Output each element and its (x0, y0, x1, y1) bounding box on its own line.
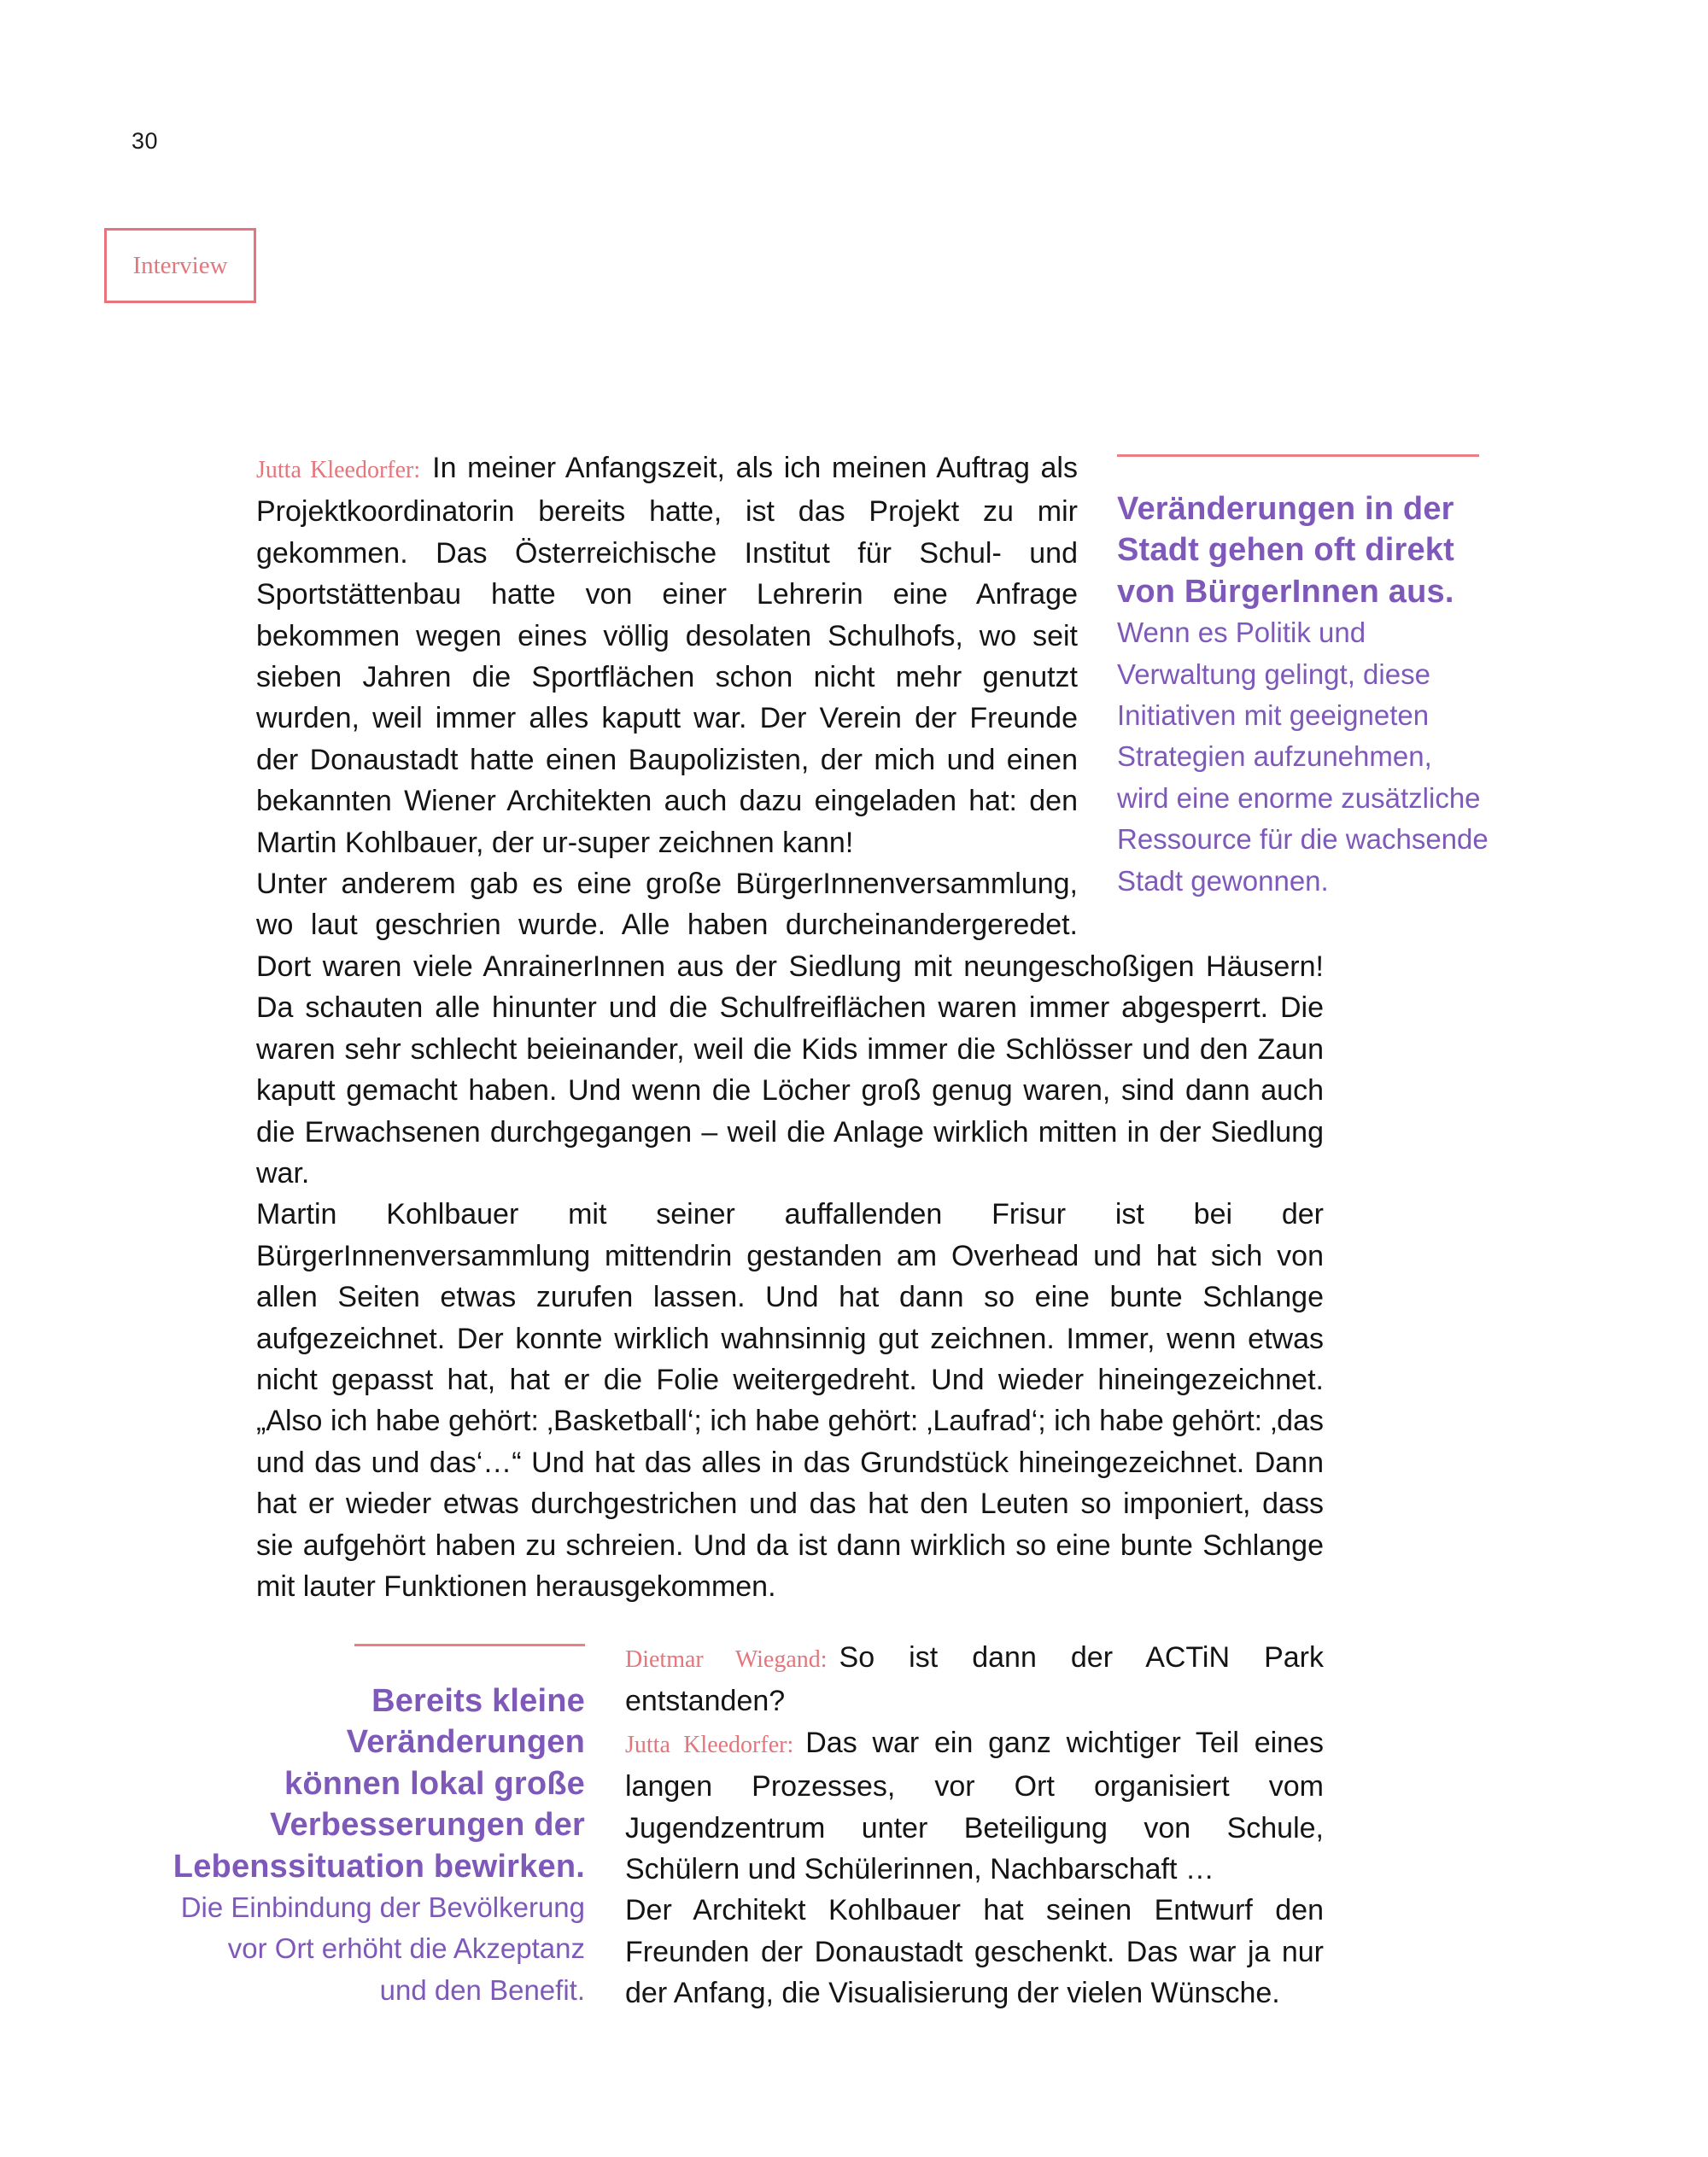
paragraph-text: Der Architekt Kohlbauer hat seinen Entwurf den Freunden der Donaustadt geschenkt. Das war ja nur der Anfang, die Visualisierung der vielen Wünsche. (625, 1894, 1324, 2010)
article-paragraph (256, 1194, 1324, 1607)
pull-quote-body-line: Verwaltung gelingt, diese (1117, 658, 1430, 690)
pull-quote-heading-line: Stadt gehen oft direkt (1117, 532, 1454, 569)
page-number: 30 (132, 128, 159, 154)
paragraph-text: Dort waren viele AnrainerInnen aus der Siedlung mit neungeschoßigen Häusern! Da schauten alle hinunter und die Schulfreiflächen waren immer abgesperrt. Die waren sehr schlecht beieinander, weil die Kids immer die Schlösser und den Zaun kaputt gemacht haben. Und wenn die Löcher groß genug waren, sind dann auch die Erwachsenen durchgegangen – weil die Anlage wirklich mitten in der Siedlung war. (256, 950, 1324, 1190)
dialogue-answer (625, 1722, 1324, 1891)
pull-quote-body-line: Strategien aufzunehmen, (1117, 740, 1432, 773)
pull-quote-body-line: wird eine enorme zusätzliche (1117, 781, 1481, 814)
article-paragraph (256, 447, 1078, 863)
speaker-label: Jutta Kleedorfer: (625, 1731, 794, 1758)
pull-quote-heading-line: Veränderungen in der (1117, 491, 1454, 527)
pull-quote-heading-line: Bereits kleine (371, 1683, 585, 1719)
pull-quote-heading-line: können lokal große (284, 1765, 585, 1802)
pull-quote-heading-line: Veränderungen (346, 1724, 585, 1761)
pull-quote-heading (85, 1681, 585, 1887)
pull-quote-heading-line: von BürgerInnen aus. (1117, 573, 1454, 610)
pull-quote-body-line: Wenn es Politik und (1117, 617, 1366, 649)
pull-quote-body (85, 1887, 585, 2011)
pull-quote-body-line: vor Ort erhöht die Akzeptanz (227, 1932, 585, 1965)
pull-quote-divider (354, 1644, 585, 1646)
paragraph-text: In meiner Anfangszeit, als ich meinen Auftrag als Projektkoordinatorin bereits hatte, ist das Projekt zu mir gekommen. Das Österreichische Institut für Schul- und Sportstättenbau hatte von einer Lehrerin eine Anfrage bekommen wegen eines völlig desolaten Schulhofs, wo seit sieben Jahren die Sportflächen schon nicht mehr genutzt wurden, weil immer alles kaputt war. Der Verein der Freunde der Donaustadt hatte einen Baupolizisten, der mich und einen bekannten Wiener Architekten auch dazu eingeladen hat: den Martin Kohlbauer, der ur-super zeichnen kann! (256, 452, 1078, 859)
main-article (256, 447, 1324, 1607)
pull-quote-left (85, 1681, 585, 2011)
paragraph-text: Unter anderem gab es eine große BürgerInnenversammlung, wo laut geschrien wurde. Alle haben durcheinandergeredet. (256, 868, 1078, 942)
pull-quote-heading-line: Lebenssituation bewirken. (173, 1848, 585, 1885)
pull-quote-body-line: und den Benefit. (379, 1973, 585, 2006)
dialogue-answer-continued (625, 1890, 1324, 2014)
pull-quote-body-line: Ressource für die wachsende (1117, 823, 1489, 856)
speaker-label: Dietmar Wiegand: (625, 1646, 828, 1673)
dialogue (625, 1637, 1324, 2014)
article-paragraph (256, 863, 1078, 946)
speaker-label: Jutta Kleedorfer: (256, 457, 421, 483)
pull-quote-body-line: Stadt gewonnen. (1117, 864, 1329, 897)
pull-quote-heading-line: Verbesserungen der (270, 1807, 585, 1844)
section-tag-interview: Interview (104, 228, 256, 303)
pull-quote-body-line: Die Einbindung der Bevölkerung (180, 1891, 585, 1924)
article-paragraph (256, 946, 1324, 1194)
pull-quote-body-line: Initiativen mit geeigneten (1117, 699, 1430, 732)
paragraph-text: Das war ein ganz wichtiger Teil eines langen Prozesses, vor Ort organisiert vom Jugendzentrum unter Beteiligung von Schule, Schülern und Schülerinnen, Nachbarschaft … (625, 1726, 1324, 1886)
paragraph-text: So ist dann der ACTiN Park entstanden? (625, 1641, 1324, 1718)
paragraph-text: Martin Kohlbauer mit seiner auffallenden Frisur ist bei der BürgerInnenversammlung mittendrin gestanden am Overhead und hat sich von allen Seiten etwas zurufen lassen. Und hat dann so eine bunte Schlange aufgezeichnet. Der konnte wirklich wahnsinnig gut zeichnen. Immer, wenn etwas nicht gepasst hat, hat er die Folie weitergedreht. Und wieder hineingezeichnet. „Also ich habe gehört: ‚Basketball‘; ich habe gehört: ‚Laufrad‘; ich habe gehört: ‚das und das und das‘…“ Und hat das alles in das Grundstück hineingezeichnet. Dann hat er wieder etwas durchgestrichen und das hat den Leuten so imponiert, dass sie aufgehört haben zu schreien. Und da ist dann wirklich so eine bunte Schlange mit lauter Funktionen herausgekommen. (256, 1198, 1324, 1603)
dialogue-question (625, 1637, 1324, 1722)
